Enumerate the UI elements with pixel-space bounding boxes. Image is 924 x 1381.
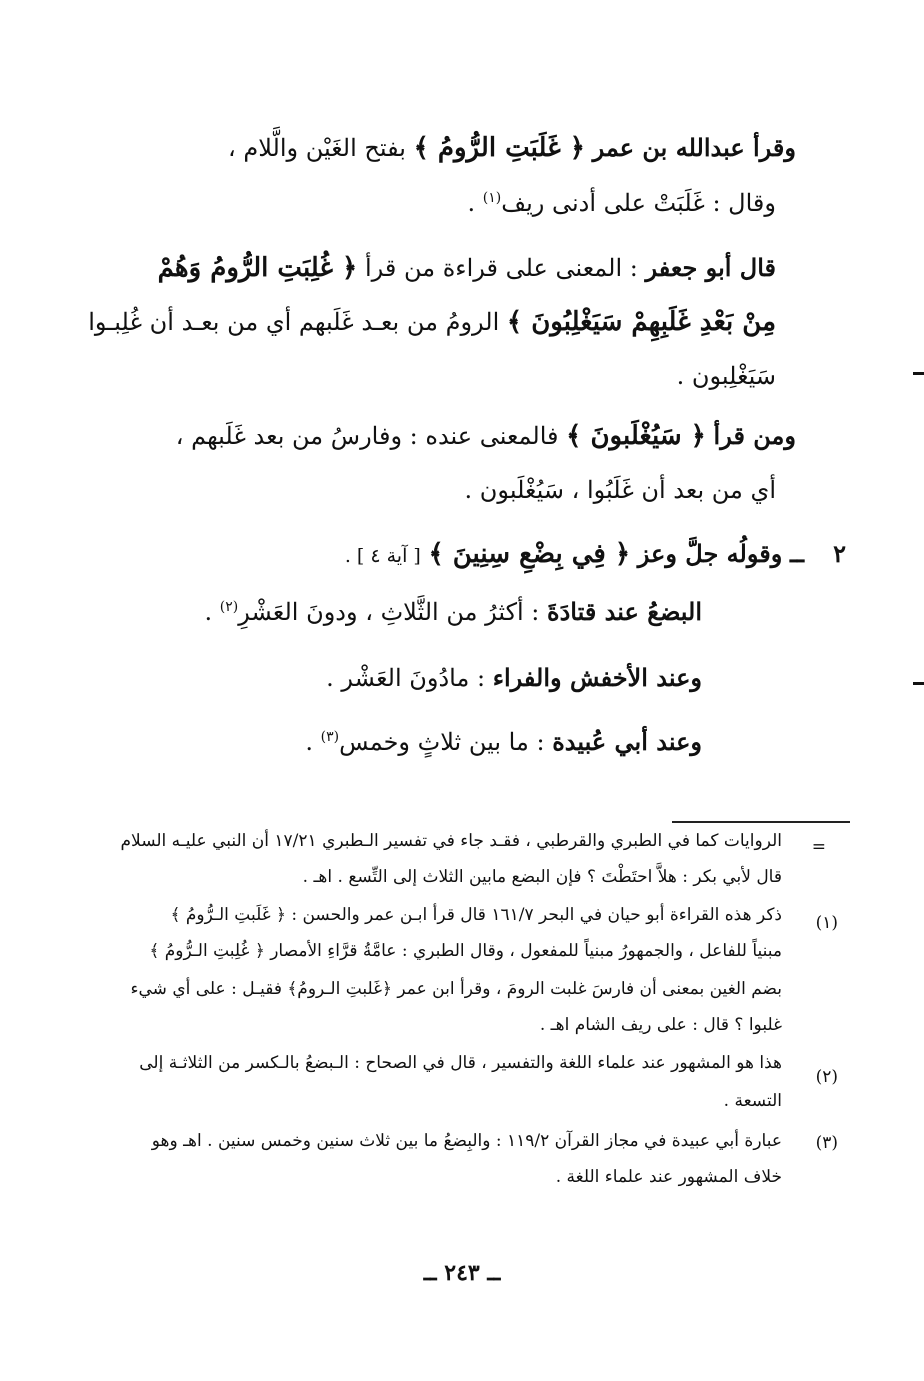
footnote-1-line-1: ذكر هذه القراءة أبو حيان في البحر ١٦١/٧ قال قرأ ابـن عمر والحسن : ﴿ غَلَبتِ الـرُّومُ ﴾ [170, 905, 782, 925]
footnote-cont-line-2: قال لأبي بكر : هلاَّ احتَطْتَ ؟ فإن البضع مابين الثلاث إلى التِّسع . اهـ . [302, 867, 782, 887]
text-segment: وعند أبي عُبيدة [552, 727, 702, 756]
item-2-line-2 [205, 592, 703, 632]
footnote-3-line-2: خلاف المشهور عند علماء اللغة . [555, 1167, 782, 1187]
text-segment: : المعنى على قراءة من قرأ [364, 254, 638, 282]
text-segment: . [467, 189, 483, 217]
page-number: ــ ٢٤٣ ــ [423, 1260, 501, 1286]
dash: ــ [789, 539, 804, 568]
quran-quote: ﴿ غُلِبَتِ الرُّومُ وَهُمْ [157, 253, 358, 283]
text-segment: وقولُه جلَّ وعز [637, 539, 783, 568]
quran-quote: ﴿ غَلَبَتِ الرُّومُ ﴾ [413, 133, 585, 163]
footnote-1-line-3: بضم الغين بمعنى أن فارسَ غلبت الرومَ ، وقرأ ابن عمر ﴿غَلبتِ الـرومُ﴾ فقيـل : على أي شيء [130, 979, 782, 999]
item-2-line-3 [326, 658, 702, 698]
paragraph-2-line-3 [677, 356, 776, 396]
text-segment: البضعُ عند قتادَةَ [547, 597, 702, 626]
paragraph-3-line-2 [465, 470, 776, 510]
text-segment: . [305, 728, 321, 756]
footnote-ref: (١) [482, 190, 502, 206]
footnote-ref: (٣) [320, 729, 340, 745]
footnote-cont-line-1: الروايات كما في الطبري والقرطبي ، فقـد جاء في تفسير الـطبري ١٧/٢١ أن النبي عليـه السلام [120, 831, 782, 851]
quran-quote: مِنْ بَعْدِ غَلَبِهِمْ سَيَغْلِبُونَ ﴾ [506, 307, 776, 337]
paragraph-1-line-1 [228, 128, 796, 168]
footnote-ref: (٢) [219, 599, 239, 615]
footnote-1-line-4: غلبوا ؟ قال : على ريف الشام اهـ . [539, 1015, 782, 1035]
text-segment: سَيَغْلِبون . [676, 362, 776, 390]
paragraph-2-line-1 [158, 248, 776, 288]
item-2-line-1 [345, 534, 804, 576]
text-segment: وقرأ عبدالله بن عمر [592, 133, 796, 162]
footnote-marker: = [811, 837, 826, 857]
speaker-label: قال أبو جعفر [645, 253, 776, 282]
footnote-marker: (٢) [815, 1067, 838, 1087]
footnote-3-line-1: عبارة أبي عبيدة في مجاز القرآن ١١٩/٢ : والبِضعُ ما بين ثلاث سنين وخمس سنين . اهـ وهو [151, 1131, 782, 1151]
footnote-separator [672, 821, 850, 823]
paragraph-2-line-2 [88, 302, 776, 342]
text-segment: . [204, 598, 220, 626]
text-segment: فالمعنى عنده : وفارسُ من بعد غَلَبهم ، [175, 422, 559, 450]
footnote-2-line-2: التسعة . [723, 1091, 782, 1111]
paragraph-3-line-1 [176, 416, 796, 456]
text-segment: وقال : غَلَبَتْ على أدنى ريف [501, 189, 776, 217]
text-segment: وعند الأخفش والفراء [492, 663, 702, 692]
text-segment: أي من بعد أن غَلَبُوا ، سَيُغْلَبون . [464, 476, 776, 504]
item-2-line-4 [305, 722, 702, 762]
text-segment: : أكثرُ من الثَّلاثِ ، ودونَ العَشْرِ [238, 598, 540, 626]
quran-quote: ﴿ سَيُغْلَبونَ ﴾ [566, 421, 706, 451]
scan-edge-mark [913, 682, 924, 685]
quran-quote: ﴿ فِي بِضْعِ سِنِينَ ﴾ [428, 539, 631, 569]
footnote-1-line-2: مبنياً للفاعل ، والجمهورُ مبنياً للمفعول ، وقال الطبري : عامَّةُ قرَّاءِ الأمصار ﴿ غُلِبتِ الـرُّومُ ﴾ [149, 941, 782, 961]
footnote-marker: (١) [815, 913, 838, 933]
scan-edge-mark [913, 372, 924, 375]
paragraph-1-line-2 [467, 183, 776, 223]
text-segment: بفتح الغَيْن والَّلام ، [227, 134, 406, 162]
verse-reference: [ آية ٤ ] . [344, 545, 421, 567]
text-segment: الرومُ من بعـد غَلَبهم أي من بعـد أن غُلِبـوا [88, 308, 500, 336]
text-segment: ومن قرأ [713, 421, 796, 450]
text-segment: : ما بين ثلاثٍ وخمس [339, 728, 545, 756]
footnote-marker: (٣) [815, 1133, 838, 1153]
footnote-2-line-1: هذا هو المشهور عند علماء اللغة والتفسير ، قال في الصحاح : الـبضعُ بالـكسر من الثلاثـة إلى [139, 1053, 782, 1073]
item-number: ٢ [833, 539, 846, 568]
text-segment: : مادُونَ العَشْر . [326, 664, 486, 692]
